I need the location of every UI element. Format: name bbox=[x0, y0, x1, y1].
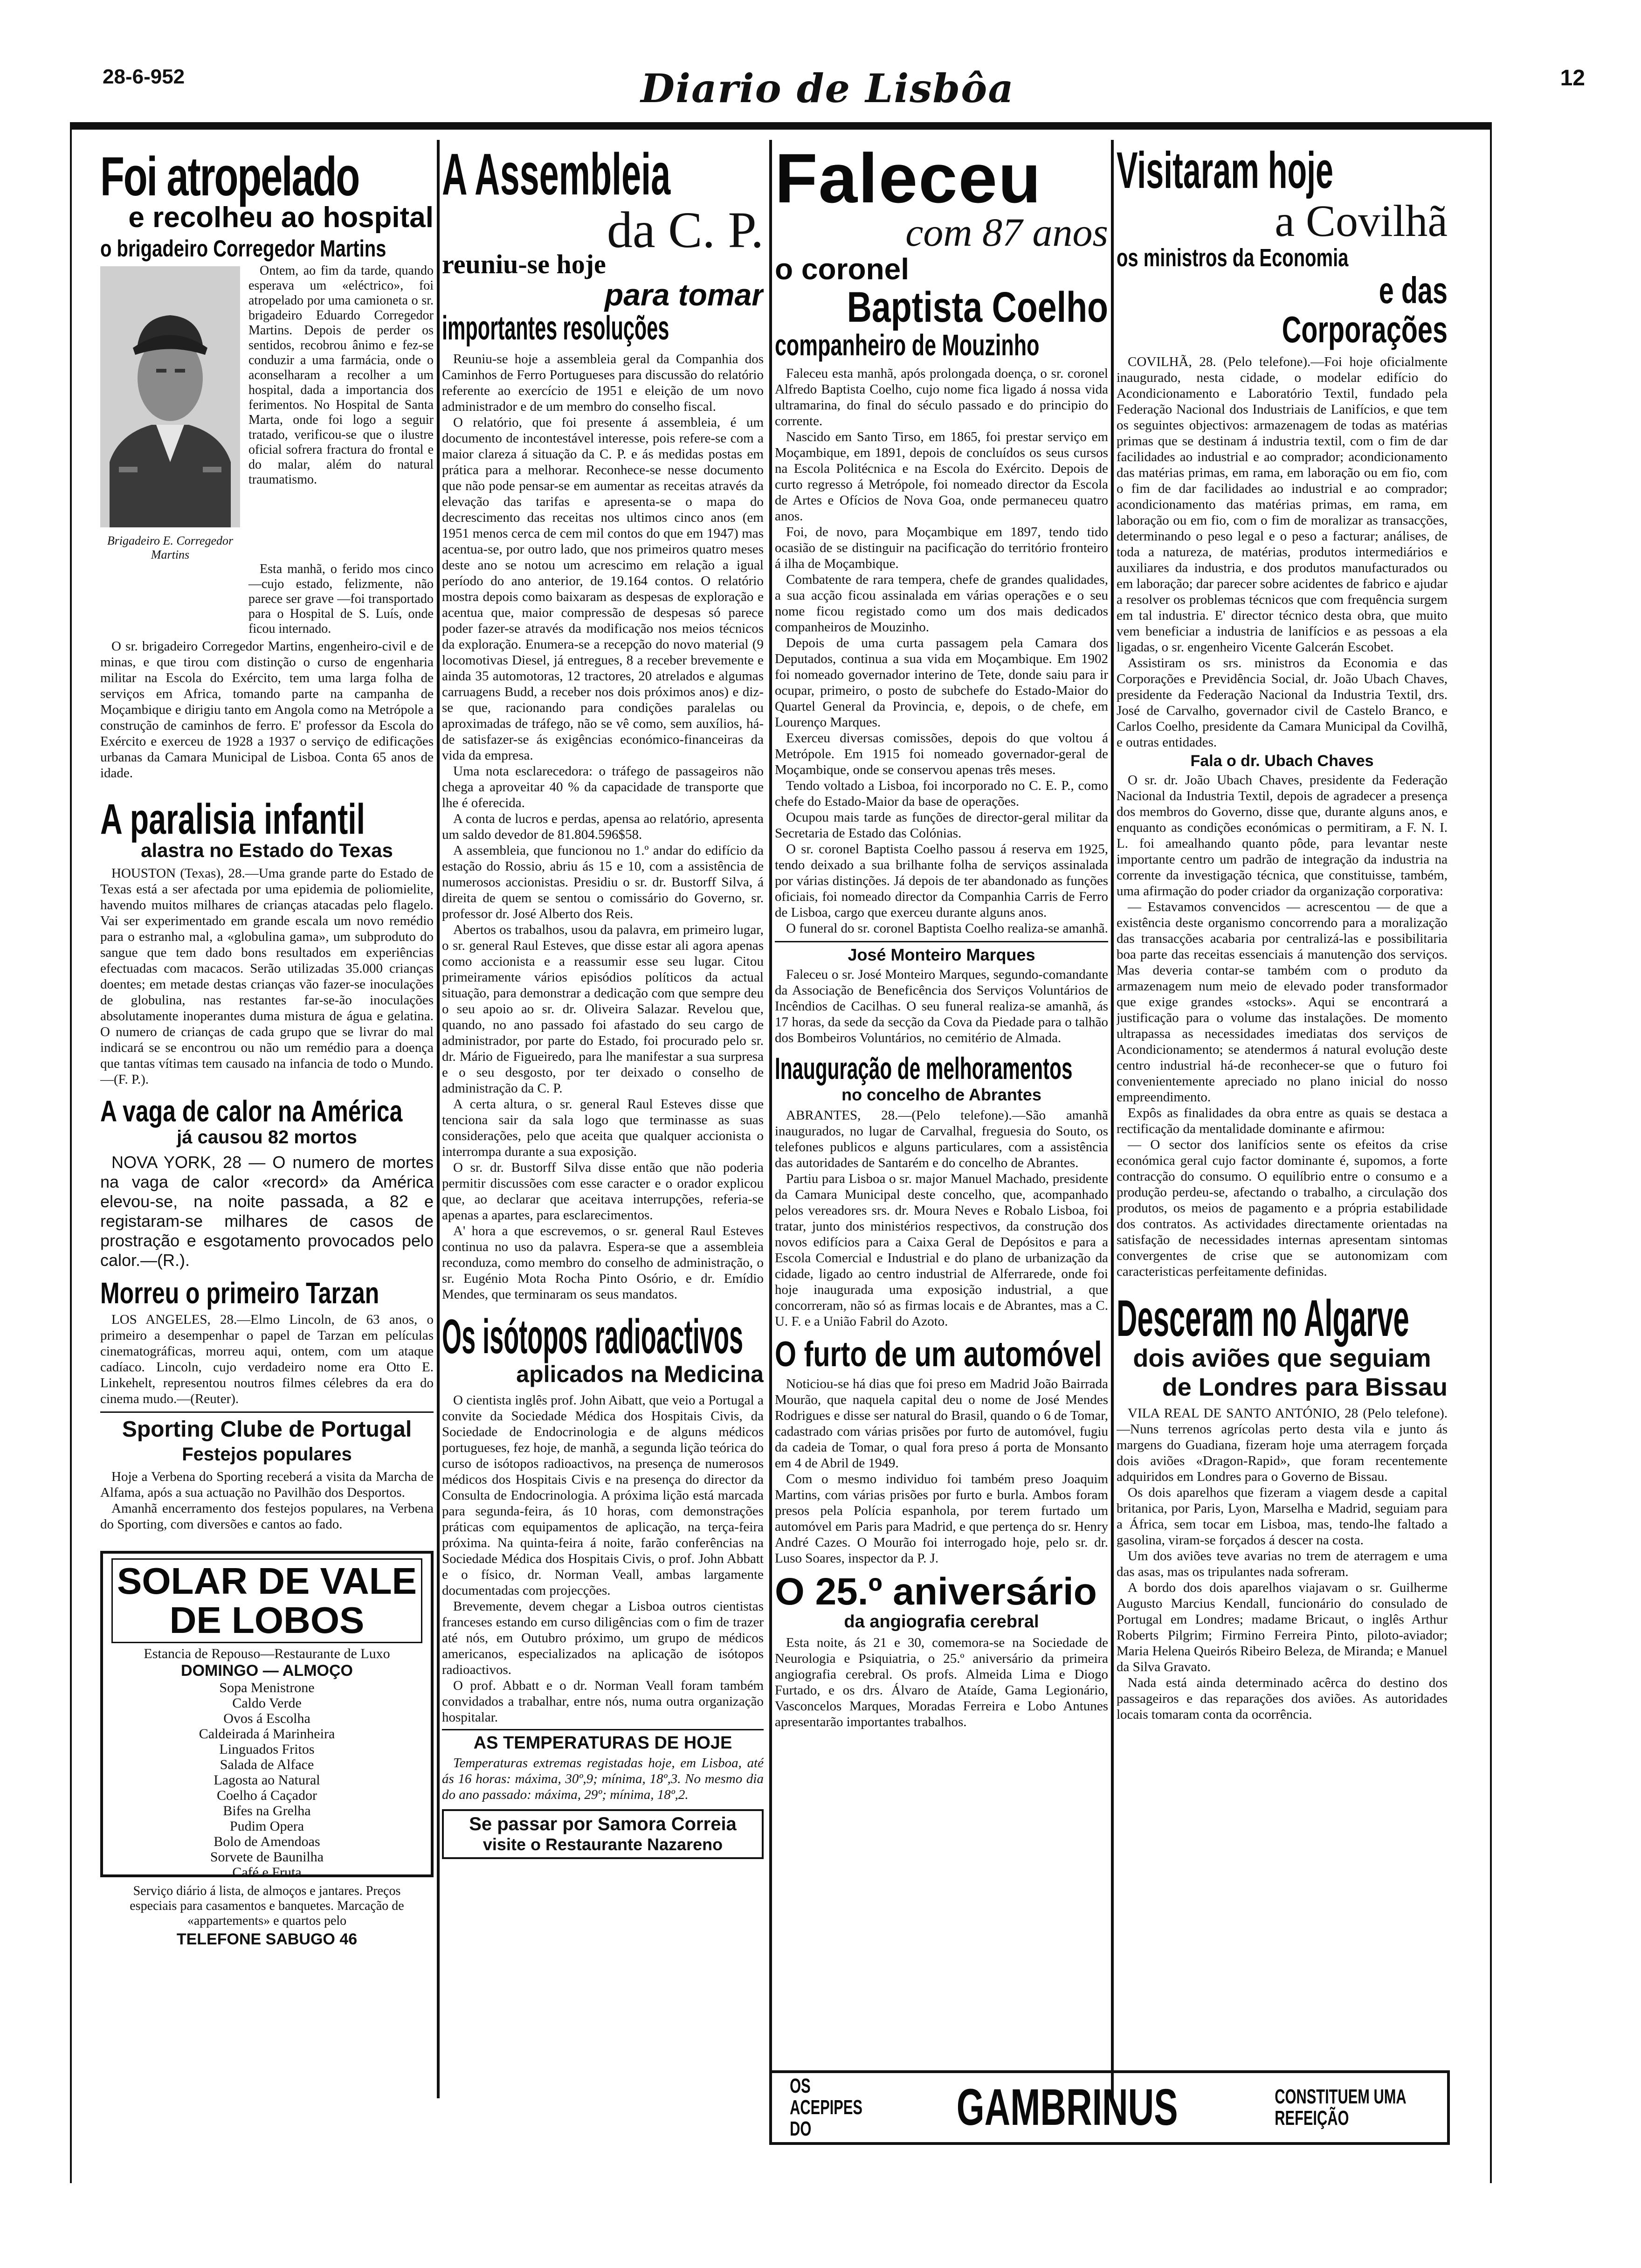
photo-caption: Brigadeiro E. Corregedor Martins bbox=[107, 534, 234, 562]
advert-menu-item: Caldeirada á Marinheira bbox=[199, 1726, 335, 1742]
subheadline-mortos: já causou 82 mortos bbox=[177, 1127, 357, 1148]
paragraph: Depois de uma curta passagem pela Camara dos Deputados, continua a sua vida em Moçambique. Em 1902 foi nomeado governador interino de Tete, donde saiu para ir ocupar, primeiro, o posto de subchefe do Estado-Maior do Quartel General da Provincia, e, depois, o de chefe, em Lourenço Marques. bbox=[775, 636, 1108, 730]
page-number: 12 bbox=[1560, 66, 1585, 90]
headline-monteiro-marques: José Monteiro Marques bbox=[848, 945, 1035, 965]
column-rule bbox=[437, 140, 440, 2098]
paragraph: O sr. brigadeiro Corregedor Martins, engenheiro-civil e de minas, e que tirou com distinção o curso de engenharia militar na Escola do Exército, tem uma larga folha de serviços em Africa, tomando parte na campanha de Moçambique e dirigiu tanto em Angola como na Metrópole a construção de caminhos de ferro. E' professor da Escola do Exército e exerceu de 1928 a 1937 o serviço de edificações urbanas da Camara Municipal de Lisboa. Conta 65 anos de idade. bbox=[100, 639, 434, 781]
subheadline-ministros: os ministros da Economia bbox=[1117, 243, 1349, 272]
paragraph: O sr. coronel Baptista Coelho passou á reserva em 1925, tendo deixado a sua brilhante folha de serviços assinalada por várias distinções. Já depois de ter abandonado as funções oficiais, foi nomeado director da Companhia Carris de Ferro de Lisboa, cargo que exerceu durante alguns anos. bbox=[775, 842, 1108, 920]
paragraph: O funeral do sr. coronel Baptista Coelho realiza-se amanhã. bbox=[786, 921, 1108, 936]
paragraph: HOUSTON (Texas), 28.—Uma grande parte do Estado de Texas está a ser afectada por uma epidemia de poliomielite, havendo muitos milhares de crianças atacadas pelo flagelo. Vai ser experimentado em grande escala um novo remédio para o estranho mal, a «globulina gama», um subproduto do sangue que tem dado bons resultados em experiências efectuadas com macacos. Serão utilizadas 35.000 crianças doentes; em metade destas crianças vão fazer-se inoculações de globulina, nas restantes far-se-ão inoculações absolutamente inoperantes duma mistura de água e gelatina. O numero de crianças de cada grupo que se livrar do mal indicará se se encontrou ou não um remédio para a doença que tantas vítimas tem causado na infancia de todo o Mundo.—(F. P.). bbox=[100, 866, 434, 1087]
headline-tarzan: Morreu o primeiro Tarzan bbox=[100, 1276, 379, 1310]
column-2 bbox=[442, 130, 764, 2181]
advert-phone: TELEFONE SABUGO 46 bbox=[176, 1930, 358, 1949]
headline-atropelado: Foi atropelado bbox=[100, 146, 359, 207]
article-furto-text bbox=[775, 1376, 1108, 1566]
subheadline-cp: da C. P. bbox=[607, 201, 764, 259]
paragraph: A assembleia, que funcionou no 1.º andar do edifício da estação do Rossio, abriu ás 15 e 10, com a assistência de numerosos accionistas. Presidiu o sr. dr. Bustorff Silva, á direita de quem se sentou o comissário do Governo, sr. professor dr. José Alberto dos Reis. bbox=[442, 843, 764, 922]
column-4 bbox=[1117, 130, 1448, 2181]
paragraph: Esta noite, ás 21 e 30, comemora-se na Sociedade de Neurologia e Psiquiatria, o 25.º aniversário da primeira angiografia cerebral. Os profs. Almeida Lima e Diogo Furtado, e os drs. Álvaro de Ataíde, Gama Legionário, Vasconcelos Marques, Moradas Ferreira e Lobo Antunes apresentarão importantes trabalhos. bbox=[775, 1635, 1108, 1729]
paragraph: Abertos os trabalhos, usou da palavra, em primeiro lugar, o sr. general Raul Esteves, que disse estar ali agora apenas como accionista e a reassumir esse seu lugar. Citou primeiramente vários episódios políticos da actual situação, para demonstrar a dedicação com que sempre deu o seu apoio ao sr. dr. Oliveira Salazar. Revelou que, quando, no ano passado foi afastado do seu cargo de administrador, por parte do Estado, foi procurado pelo sr. dr. Mário de Figueiredo, para lhe manifestar a sua surpresa e o seu desgosto, por ter deixado o conselho de administração da C. P. bbox=[442, 922, 764, 1096]
paragraph: — Estavamos convencidos — acrescentou — de que a existência deste organismo concorrendo para a moralização das transacções acabaria por centralizá-las e possibilitaria boa parte das receitas essenciais á manutenção dos serviços. Mas deveria contar-se também com o produto da armazenagem num meio de elevado poder transformador que exige grandes «stocks». Aqui se encontrará a justificação para o volume das instalações. De momento ultrapassa as necessidades imediatas dos serviços de Acondicionamento; se atendermos á natural evolução deste centro industrial há-de reconhecer-se que o futuro foi convenientemente apreciado no plano inicial do nosso empreendimento. bbox=[1117, 899, 1448, 1105]
subheadline-angiografia: da angiografia cerebral bbox=[844, 1611, 1039, 1632]
article-atropelado bbox=[100, 263, 434, 618]
headline-desceram: Desceram no Algarve bbox=[1117, 1290, 1409, 1348]
masthead bbox=[70, 56, 1585, 126]
advert-menu-item: Bolo de Amendoas bbox=[214, 1834, 320, 1850]
paragraph: NOVA YORK, 28 — O numero de mortes na vaga de calor «record» da América elevou-se, na noite passada, a 82 e registaram-se milhares de casos de prostração e esgotamento provocados pelo calor.—(R.). bbox=[100, 1153, 434, 1270]
headline-aniversario: O 25.º aniversário bbox=[775, 1570, 1097, 1613]
paragraph: Reuniu-se hoje a assembleia geral da Companhia dos Caminhos de Ferro Portugueses para discussão do relatório referente ao exercício de 1951 e eleição de um novo administrador e de um membro do conselho fiscal. bbox=[442, 352, 764, 415]
article-assembleia-text bbox=[442, 351, 764, 1302]
advert-menu-item: Caldo Verde bbox=[232, 1695, 302, 1711]
subheadline-londres-bissau: de Londres para Bissau bbox=[1162, 1373, 1448, 1401]
article-tarzan-text bbox=[100, 1312, 434, 1407]
advert-menu-item: Pudim Opera bbox=[229, 1819, 304, 1834]
advert-menu-item: Salada de Alface bbox=[220, 1757, 314, 1773]
paragraph: A certa altura, o sr. general Raul Esteves disse que tenciona sair da sala logo que terminasse as suas considerações, pelo que aceita que qualquer accionista o interrompa durante a sua exposição. bbox=[442, 1097, 764, 1160]
paragraph: Expôs as finalidades da obra entre as quais se destaca a rectificação da mentalidade dominante e afirmou: bbox=[1117, 1106, 1448, 1137]
subheadline-resolucoes: importantes resoluções bbox=[442, 310, 669, 347]
paragraph: Com o mesmo individuo foi também preso Joaquim Martins, com várias prisões por furto e burla. Ambos foram presos pela Polícia espanhola, por terem furtado um automóvel em Paris para Madrid, e que pertença do sr. Henry André Cazes. O Mourão foi interrogado hoje, pelo sr. dr. Luso Soares, inspector da P. J. bbox=[775, 1471, 1108, 1566]
paragraph: Ontem, ao fim da tarde, quando esperava um «eléctrico», foi atropelado por uma camioneta o sr. brigadeiro Eduardo Corregedor Martins. Depois de perder os sentidos, recobrou ânimo e fez-se conduzir a uma farmácia, onde o aconselharam a recolher a um hospital, dada a importancia dos ferimentos. No Hospital de Santa Marta, onde foi logo a seguir tratado, verificou-se que o ilustre oficial sofrera fractura do frontal e do malar, além do natural traumatismo. bbox=[248, 263, 434, 487]
advert-menu-item: Café e Fruta bbox=[232, 1865, 302, 1881]
paragraph: A bordo dos dois aparelhos viajavam o sr. Guilherme Augusto Marcius Kendall, funcionário do consulado de Portugal em Londres; madame Bricaut, o inglês Arthur Roberts Pilgrim; Firmino Ferreira Pinto, piloto-aviador; Maria Helena Queirós Ribeiro Beleza, de Miranda; e Manuel da Silva Gravato. bbox=[1117, 1580, 1448, 1674]
paragraph: Faleceu o sr. José Monteiro Marques, segundo-comandante da Associação de Beneficência dos Serviços Voluntários de Incêndios de Cacilhas. O seu funeral realiza-se amanhã, ás 17 horas, da sede da secção da Cova da Piedade para o talhão dos Bombeiros Voluntários, no cemitério de Almada. bbox=[775, 967, 1108, 1046]
paragraph: Assistiram os srs. ministros da Economia e das Corporações e Previdência Social, dr. João Ubach Chaves, presidente da Federação Nacional da Industria Textil, drs. José de Carvalho, governador civil de Castelo Branco, e Carlos Coelho, presidente da Camara Municipal da Covilhã, e outras entidades. bbox=[1117, 656, 1448, 750]
column-rule bbox=[1111, 140, 1114, 2098]
article-faleceu-text bbox=[775, 366, 1108, 936]
column-rule bbox=[769, 140, 772, 2098]
advert-menu-item: Sorvete de Baunilha bbox=[210, 1849, 324, 1865]
article-desceram-text bbox=[1117, 1405, 1448, 1722]
headline-isotopos: Os isótopos radioactivos bbox=[442, 1310, 744, 1364]
subheadline-dois-avioes: dois aviões que seguiam bbox=[1133, 1344, 1431, 1372]
headline-calor: A vaga de calor na América bbox=[100, 1094, 403, 1128]
subheadline-texas: alastra no Estado do Texas bbox=[141, 839, 393, 862]
advert-nazareno-line1: Se passar por Samora Correia bbox=[469, 1814, 737, 1835]
paragraph: Exerceu diversas comissões, depois do que voltou á Metrópole. Em 1915 foi nomeado governador-geral de Moçambique, onde se conservou apenas três meses. bbox=[775, 731, 1108, 778]
paragraph: COVILHÃ, 28. (Pelo telefone).—Foi hoje oficialmente inaugurado, nesta cidade, o modelar edifício do Acondicionamento e Laboratório Textil, fundado pela Federação Nacional dos Industriais de Lanifícios, e que tem os seguintes objectivos: armazenagem de todas as matérias primas que se destinam á industria textil, com o fim de dar facilidades ao industrial e ao comprador; acondicionamento das matérias primas, em rama, em laboração ou em fio, com o fim de dar facilidades ao industrial e ao comprador; acondicionamento das matérias primas, em rama, em laboração ou em fio, com o fim de moralizar as transacções, determinando o peso legal e o peso a facturar; análises, de toda a natureza, de matérias, produtos intermediários e auxiliares da industria, e dos produtos manufacturados ou em laboração; dar parecer sobre acidentes de fabrico e ajudar a resolver os problemas técnicos que com frequência surgem em tal industria. E' director técnico desta obra, que muito vem beneficiar a industria de lanifícios e as pessoas a ela ligadas, o sr. engenheiro Vicente Galcerán Escobet. bbox=[1117, 354, 1448, 655]
headline-sporting: Sporting Clube de Portugal bbox=[122, 1417, 412, 1442]
column-3 bbox=[775, 130, 1108, 2181]
paragraph: Esta manhã, o ferido mos cinco —cujo estado, felizmente, não parece ser grave —foi transportado para o Hospital de S. Luís, onde ficou internado. bbox=[248, 562, 434, 636]
paragraph: A conta de lucros e perdas, apensa ao relatório, apresenta um saldo devedor de 81.804.596$58. bbox=[442, 811, 764, 843]
paragraph: Nada está ainda determinado acêrca do destino dos passageiros e das reparações dos aviões. As autoridades locais tomaram conta da ocorrência. bbox=[1117, 1675, 1448, 1722]
article-temperaturas-text bbox=[442, 1755, 764, 1803]
headline-temperaturas: AS TEMPERATURAS DE HOJE bbox=[473, 1733, 732, 1753]
article-covilha-speech bbox=[1117, 772, 1448, 1279]
issue-date: 28-6-952 bbox=[103, 65, 185, 88]
headline-assembleia: A Assembleia bbox=[442, 141, 671, 207]
paragraph: Amanhã encerramento dos festejos populares, na Verbena do Sporting, com diversões e cantos ao fado. bbox=[100, 1501, 434, 1532]
paragraph: Temperaturas extremas registadas hoje, em Lisboa, até ás 16 horas: máxima, 30º,9; mínima, 18º,3. No mesmo dia do ano passado: máxima, 29º; mínima, 18º,2. bbox=[442, 1756, 764, 1803]
advert-menu-heading: DOMINGO — ALMOÇO bbox=[181, 1662, 353, 1680]
paragraph: Um dos aviões teve avarias no trem de aterragem e uma das asas, mas os tripulantes nada sofreram. bbox=[1117, 1548, 1448, 1579]
advert-menu-item: Linguados Fritos bbox=[219, 1742, 315, 1757]
paragraph: A' hora a que escrevemos, o sr. general Raul Esteves continua no uso da palavra. Espera-se que a assembleia reconduza, como membro do conselho de administração, o sr. Eugénio Mota Rocha Pinto Osório, e dr. Emídio Mendes, que terminaram os seus mandatos. bbox=[442, 1224, 764, 1302]
subheadline-festejos: Festejos populares bbox=[182, 1444, 352, 1465]
subheadline-87-anos: com 87 anos bbox=[905, 209, 1108, 255]
paragraph: Nascido em Santo Tirso, em 1865, foi prestar serviço em Moçambique, em 1891, depois de concluídos os seus cursos na Escola Politécnica e na Escola do Exército. Depois de curto regresso á Metrópole, foi nomeado director da Escola de Artes e Ofícios de Nova Goa, onde permaneceu quatro anos. bbox=[775, 429, 1108, 524]
paragraph: ABRANTES, 28.—(Pelo telefone).—São amanhã inaugurados, no lugar de Carvalhal, freguesia do Souto, os telefones publicos e alguns particulares, com a assistência das autoridades de Santarém e do concelho de Abrantes. bbox=[775, 1107, 1108, 1170]
paragraph: Combatente de rara tempera, chefe de grandes qualidades, a sua acção ficou assinalada em várias operações e o seu nome ficou registado como um dos mais dedicados companheiros de Mouzinho. bbox=[775, 572, 1108, 635]
paragraph: VILA REAL DE SANTO ANTÓNIO, 28 (Pelo telefone).—Nuns terrenos agrícolas perto desta vila e junto ás margens do Guadiana, fizeram hoje uma aterragem forçada dois aviões «Dragon-Rapid», que foram recentemente adquiridos em Londres para o Governo de Bissau. bbox=[1117, 1405, 1448, 1484]
paragraph: — O sector dos lanifícios sente os efeitos da crise económica geral cujo factor dominante é, supomos, a forte contracção do consumo. O equilíbrio entre o consumo e a produção perdeu-se, afectando o trabalho, a circulação dos produtos, os meios de pagamento e a própria estabilidade dos contratos. As actividades directamente orientadas na satisfação de necessidades internas apresentam sintomas convergentes de crise que se autonomizam com caracteristicas perfeitamente definidas. bbox=[1117, 1137, 1448, 1279]
advert-footer: Serviço diário á lista, de almoços e jantares. Preços especiais para casamentos e banquetes. Marcação de «appartements» e quartos pelo bbox=[130, 1884, 404, 1929]
subheadline-corporacoes: e das Corporações bbox=[1282, 270, 1448, 351]
advert-menu-item: Coelho á Caçador bbox=[217, 1788, 317, 1804]
paragraph: Foi, de novo, para Moçambique em 1897, tendo tido ocasião de se distinguir na pacificação do território fronteiro á ilha de Moçambique. bbox=[775, 525, 1108, 572]
paragraph: Tendo voltado a Lisboa, foi incorporado no C. E. P., como chefe do Estado-Maior da base de operações. bbox=[775, 778, 1108, 809]
paragraph: Os dois aparelhos que fizeram a viagem desde a capital britanica, por Paris, Lyon, Marselha e Madrid, seguiam para a África, sem tocar em Lisboa, mas, tendo-lhe faltado a gasolina, viram-se forçados á descer na costa. bbox=[1117, 1485, 1448, 1548]
advert-menu-item: Ovos á Escolha bbox=[223, 1711, 310, 1727]
paragraph: Faleceu esta manhã, após prolongada doença, o sr. coronel Alfredo Baptista Coelho, cujo nome fica ligado á nossa vida ultramarina, do final do século passado e do principio do corrente. bbox=[775, 366, 1108, 429]
headline-visitaram: Visitaram hoje bbox=[1117, 142, 1333, 199]
paragraph: O prof. Abbatt e o dr. Norman Veall foram também convidados a trabalhar, entre nós, numa outra organização hospitalar. bbox=[442, 1678, 764, 1725]
subheadline-baptista-coelho: Baptista Coelho bbox=[847, 283, 1108, 331]
advert-menu-item: Bifes na Grelha bbox=[223, 1803, 311, 1819]
advert-gambrinus-left: OS ACEPIPES DO bbox=[790, 2074, 862, 2141]
column-1 bbox=[100, 130, 434, 2181]
subheadline-brigadeiro: o brigadeiro Corregedor Martins bbox=[100, 235, 386, 262]
article-inauguracao-text bbox=[775, 1107, 1108, 1329]
advert-gambrinus-name: GAMBRINUS bbox=[957, 2079, 1179, 2137]
advert-title: SOLAR DE VALE DE LOBOS bbox=[111, 1558, 422, 1643]
subheadline-mouzinho: companheiro de Mouzinho bbox=[775, 328, 1040, 362]
paragraph: Brevemente, devem chegar a Lisboa outros cientistas franceses estando em curso diligências com o fim de trazer até nós, em Outubro próximo, um grupo de médicos americanos, especializados na aplicação de isótopos radioactivos. bbox=[442, 1599, 764, 1678]
subheadline-abrantes: no concelho de Abrantes bbox=[841, 1085, 1041, 1104]
article-sporting-text bbox=[100, 1469, 434, 1532]
paragraph: O relatório, que foi presente á assembleia, é um documento de incontestável interesse, pois refere-se com a maior clareza á situação da C. P. e ás medidas postas em prática para a melhorar. Reconhece-se nesse documento que não pode pensar-se em aumentar as receitas através da elevação das tarifas e apresenta-se o mapa do decrescimento das receitas nos ultimos cinco anos (em 1951 menos cerca de cem mil contos do que em 1947) mas acentua-se, por outro lado, que nos primeiros quatro meses deste ano se notou um acrescimo em relação a igual período do ano anterior, de 19.164 contos. O relatório mostra depois como baixaram as despesas de exploração e acentua que, maior compressão de despesas só parece poder fazer-se através da modificação nos meios técnicos da exploração. Enumera-se a recepção do novo material (9 locomotivas Diesel, já entregues, 8 a receber brevemente e ainda 35 automotoras, 12 tractores, 20 atrelados e algumas carruagens Budd, a receber nos dois próximos anos) e diz-se que, racionando para condições paralelas ou aproximadas de tráfego, não se vê como, sem auxílios, há-de satisfazer-se ás exigências económico-financeiras da vida da empresa. bbox=[442, 415, 764, 763]
advert-gambrinus bbox=[769, 2070, 1450, 2145]
portrait-image bbox=[100, 266, 240, 527]
subheadline-medicina: aplicados na Medicina bbox=[516, 1361, 764, 1388]
article-covilha-text bbox=[1117, 354, 1448, 750]
advert-subtitle: Estancia de Repouso—Restaurante de Luxo bbox=[144, 1646, 390, 1662]
advert-menu-item: Lagosta ao Natural bbox=[214, 1772, 320, 1788]
paragraph: Ocupou mais tarde as funções de director-geral militar da Secretaria de Estado das Colónias. bbox=[775, 810, 1108, 841]
subheadline-ubach-chaves: Fala o dr. Ubach Chaves bbox=[1190, 752, 1374, 770]
advert-menu-list bbox=[111, 1680, 422, 1880]
article-aniversario-text bbox=[775, 1635, 1108, 1730]
portrait-photo bbox=[100, 266, 240, 527]
advert-nazareno-line2: visite o Restaurante Nazareno bbox=[483, 1835, 723, 1854]
paragraph: O sr. dr. Bustorff Silva disse então que não poderia permitir discussões com esse caracter e o orador explicou que, ao declarar que aceitava interrupções, referia-se apenas a apartes, para esclarecimentos. bbox=[442, 1160, 764, 1223]
paragraph: O sr. dr. João Ubach Chaves, presidente da Federação Nacional da Industria Textil, depois de agradecer a presença dos membros do Governo, disse que, durante alguns anos, e enquanto as condições económicas o permitiram, a F. N. I. L. foi amealhando quanto pôde, para levantar neste importante centro um padrão de integração da industria na corrente da investigação técnica, que constituisse, também, uma afirmação do poder criador da organização corporativa: bbox=[1117, 773, 1448, 899]
advert-solar-vale-de-lobos bbox=[100, 1551, 434, 1949]
paragraph: O cientista inglês prof. John Aibatt, que veio a Portugal a convite da Sociedade Médica dos Hospitais Civis, da Sociedade de Endocrinologia e de alguns médicos portugueses, fez hoje, de manhã, a segunda lição teórica do curso de isótopos radioactivos, na presença de numerosos médicos dos Hospitais Civis e na presença do director da Consulta de Endocrinologia. A próxima lição está marcada para segunda-feira, ás 10 horas, com demonstrações práticas com equipamentos de aplicação, na terça-feira próxima. Na quinta-feira á noite, farão conferências na Sociedade Médica dos Hospitais Civis, o prof. John Abbatt e o físico, dr. Norman Veall, ambas largamente documentadas com projecções. bbox=[442, 1393, 764, 1598]
subheadline-coronel: o coronel bbox=[775, 252, 910, 286]
advert-gambrinus-right: CONSTITUEM UMA REFEIÇÃO bbox=[1275, 2085, 1406, 2130]
paragraph: Noticiou-se há dias que foi preso em Madrid João Bairrada Mourão, que naquela capital deu o nome de José Mendes Rodrigues e disse ser natural do Brasil, quando o 6 de Tomar, cadastrado com várias prisões por furto de automóvel, fugiu da cadeia de Tomar, o qual fora preso á porta de Monsanto em 4 de Abril de 1949. bbox=[775, 1376, 1108, 1471]
article-calor-text bbox=[100, 1153, 434, 1270]
subheadline-hospital: e recolheu ao hospital bbox=[128, 201, 434, 234]
subheadline-para-tomar: para tomar bbox=[604, 277, 764, 312]
article-paralisia-text bbox=[100, 865, 434, 1087]
headline-faleceu: Faleceu bbox=[775, 139, 1042, 217]
article-atropelado-text3 bbox=[100, 638, 434, 781]
advert-nazareno bbox=[442, 1809, 764, 1859]
paragraph: Uma nota esclarecedora: o tráfego de passageiros não chega a aproveitar 40 % da capacidade de transporte que lhe é oferecida. bbox=[442, 764, 764, 811]
headline-paralisia: A paralisia infantil bbox=[100, 795, 365, 844]
paragraph: Partiu para Lisboa o sr. major Manuel Machado, presidente da Camara Municipal deste concelho, que, acompanhado pelos vereadores srs. dr. Moura Neves e Robalo Lisboa, foi tratar, junto dos ministérios respectivos, da construção dos novos edifícios para a Caixa Geral de Depósitos e para a Escola Comercial e Industrial e do plano de urbanização da cidade, ligado ao centro industrial de Alferrarede, onde foi hoje inaugurada uma exposição industrial, a que concorreram, não só as firmas locais e de Abrantes, mas a C. U. F. e a União Fabril do Azoto. bbox=[775, 1171, 1108, 1329]
advert-menu-item: Sopa Menistrone bbox=[219, 1680, 315, 1696]
headline-inauguracao: Inauguração de melhoramentos bbox=[775, 1051, 1073, 1086]
subheadline-reuniu: reuniu-se hoje bbox=[442, 249, 606, 280]
newspaper-title: Diario de Lisbôa bbox=[641, 65, 1014, 111]
paragraph: Hoje a Verbena do Sporting receberá a visita da Marcha de Alfama, após a sua actuação no Pavilhão dos Desportos. bbox=[100, 1469, 434, 1500]
subheadline-covilha: a Covilhã bbox=[1275, 195, 1448, 246]
headline-furto: O furto de um automóvel bbox=[775, 1334, 1102, 1374]
article-atropelado-text1 bbox=[248, 263, 434, 487]
article-monteiro-marques-text bbox=[775, 967, 1108, 1046]
paragraph: LOS ANGELES, 28.—Elmo Lincoln, de 63 anos, o primeiro a desempenhar o papel de Tarzan em películas cinematográficas, morreu aqui, ontem, com um ataque cadíaco. Lincoln, cujo verdadeiro nome era Otto E. Linkehelt, representou noutros filmes célebres da era do cinema mudo.—(Reuter). bbox=[100, 1312, 434, 1407]
article-isotopos-text bbox=[442, 1392, 764, 1725]
